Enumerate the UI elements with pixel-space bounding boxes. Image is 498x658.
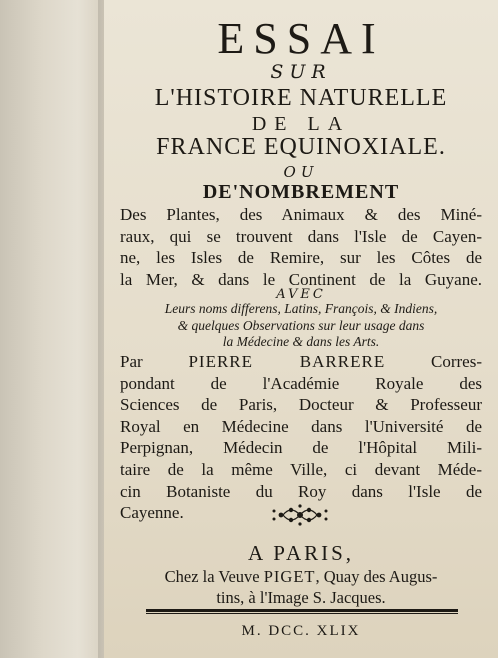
author-line-rest: Corres- — [385, 352, 482, 371]
author-name: PIERRE BARRERE — [188, 352, 386, 371]
double-rule-thick — [146, 609, 458, 612]
title-france-equinoxiale: FRANCE EQUINOXIALE. — [156, 134, 446, 160]
place-of-publication: A PARIS, — [247, 541, 355, 565]
publisher-line — [126, 566, 476, 587]
fleuron-ornament-icon — [269, 502, 331, 528]
description-line: raux, qui se trouvent dans l'Isle de Cayen- — [120, 226, 482, 246]
noms-line: Leurs noms differens, Latins, François, & Indiens, — [164, 301, 438, 316]
book-title: ESSAI — [217, 14, 385, 63]
double-rule-thin — [146, 613, 458, 614]
description-line: ne, les Isles de Remire, sur les Côtes de — [120, 248, 482, 267]
title-histoire-naturelle: L'HISTOIRE NATURELLE — [154, 85, 448, 111]
author-prefix: Par — [120, 352, 189, 371]
author-line: Perpignan, Médecin de l'Hôpital Mili- — [120, 438, 482, 458]
author-line: Royal en Médecine dans l'Université de — [120, 416, 482, 436]
author-line: cin Botaniste du Roy dans l'Isle de — [120, 481, 482, 501]
book-spine-margin — [0, 0, 104, 658]
publication-date: M. DCC. XLIX — [241, 623, 361, 639]
description-paragraph — [120, 204, 482, 290]
title-page — [104, 0, 498, 658]
title-denombrement: DE'NOMBREMENT — [202, 181, 400, 203]
title-sur: SUR — [270, 61, 332, 83]
author-line — [120, 351, 482, 373]
author-line: Cayenne. — [120, 503, 184, 523]
title-ou: OU — [283, 163, 319, 181]
author-paragraph — [120, 351, 482, 524]
noms-line: & quelques Observations sur leur usage dans — [177, 317, 425, 333]
noms-line: la Médecine & dans les Arts. — [222, 334, 380, 349]
publisher-line: tins, à l'Image S. Jacques. — [216, 588, 386, 607]
title-de-la: DE LA — [251, 113, 351, 135]
avec-heading: AVEC — [276, 287, 326, 302]
description-line: la Mer, & dans le Continent de la Guyane. — [120, 269, 482, 289]
publisher-post: , Quay des Augus- — [315, 567, 438, 586]
description-line: Des Plantes, des Animaux & des Miné- — [120, 205, 482, 224]
publisher-pre: Chez la Veuve — [164, 567, 264, 586]
author-line: pondant de l'Académie Royale des — [120, 373, 482, 393]
author-line: Sciences de Paris, Docteur & Professeur — [120, 395, 482, 415]
publisher-name: PIGET — [263, 567, 316, 586]
publisher-paragraph — [126, 566, 476, 608]
noms-paragraph — [122, 301, 480, 351]
author-line: taire de la même Ville, ci devant Méde- — [120, 459, 482, 479]
